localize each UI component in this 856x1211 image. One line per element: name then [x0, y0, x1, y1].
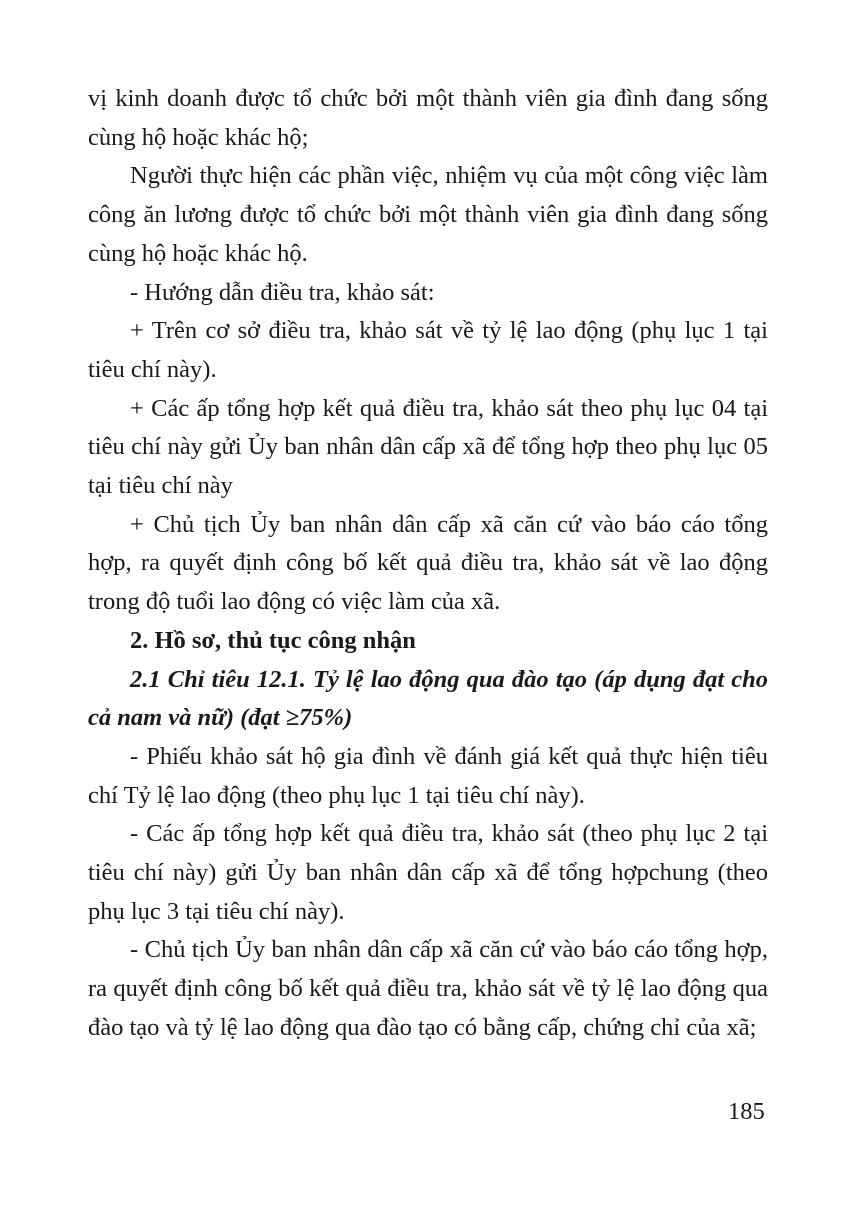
- paragraph-continuation: vị kinh doanh được tổ chức bởi một thành viên gia đình đang sống cùng hộ hoặc khác hộ;: [88, 85, 768, 151]
- paragraph-household-survey: - Phiếu khảo sát hộ gia đình về đánh giá kết quả thực hiện tiêu chí Tỷ lệ lao động (theo phụ lục 1 tại tiêu chí này).: [88, 742, 768, 809]
- paragraph-hamlet-report: - Các ấp tổng hợp kết quả điều tra, khảo sát (theo phụ lục 2 tại tiêu chí này) gửi Ủy ban nhân dân cấp xã để tổng hợpchung (theo phụ lục 3 tại tiêu chí này).: [88, 820, 768, 925]
- paragraph-worker-definition: Người thực hiện các phần việc, nhiệm vụ của một công việc làm công ăn lương được tổ chức bởi một thành viên gia đình đang sống cùng hộ hoặc khác hộ.: [88, 162, 768, 267]
- paragraph-survey-guide: - Hướng dẫn điều tra, khảo sát:: [130, 278, 435, 306]
- paragraph-chairman-decision: + Chủ tịch Ủy ban nhân dân cấp xã căn cứ vào báo cáo tổng hợp, ra quyết định công bố kết quả điều tra, khảo sát về lao động trong độ tuổi lao động có việc làm của xã.: [88, 510, 768, 616]
- page-number: 185: [728, 1098, 765, 1125]
- paragraph-hamlet-summary: + Các ấp tổng hợp kết quả điều tra, khảo sát theo phụ lục 04 tại tiêu chí này gửi Ủy ban nhân dân cấp xã để tổng hợp theo phụ lục 05 tại tiêu chí này: [88, 394, 768, 500]
- paragraph-chairman-announcement: - Chủ tịch Ủy ban nhân dân cấp xã căn cứ vào báo cáo tổng hợp, ra quyết định công bố kết quả điều tra, khảo sát về tỷ lệ lao động qua đào tạo và tỷ lệ lao động qua đào tạo có bằng cấp, chứng chỉ của xã;: [88, 936, 768, 1041]
- subsection-heading: 2.1 Chỉ tiêu 12.1. Tỷ lệ lao động qua đào tạo (áp dụng đạt cho cả nam và nữ) (đạt ≥75%): [88, 665, 768, 732]
- paragraph-survey-basis: + Trên cơ sở điều tra, khảo sát về tỷ lệ lao động (phụ lục 1 tại tiêu chí này).: [88, 317, 768, 383]
- section-heading: 2. Hồ sơ, thủ tục công nhận: [130, 626, 416, 654]
- page-body: [88, 80, 768, 1048]
